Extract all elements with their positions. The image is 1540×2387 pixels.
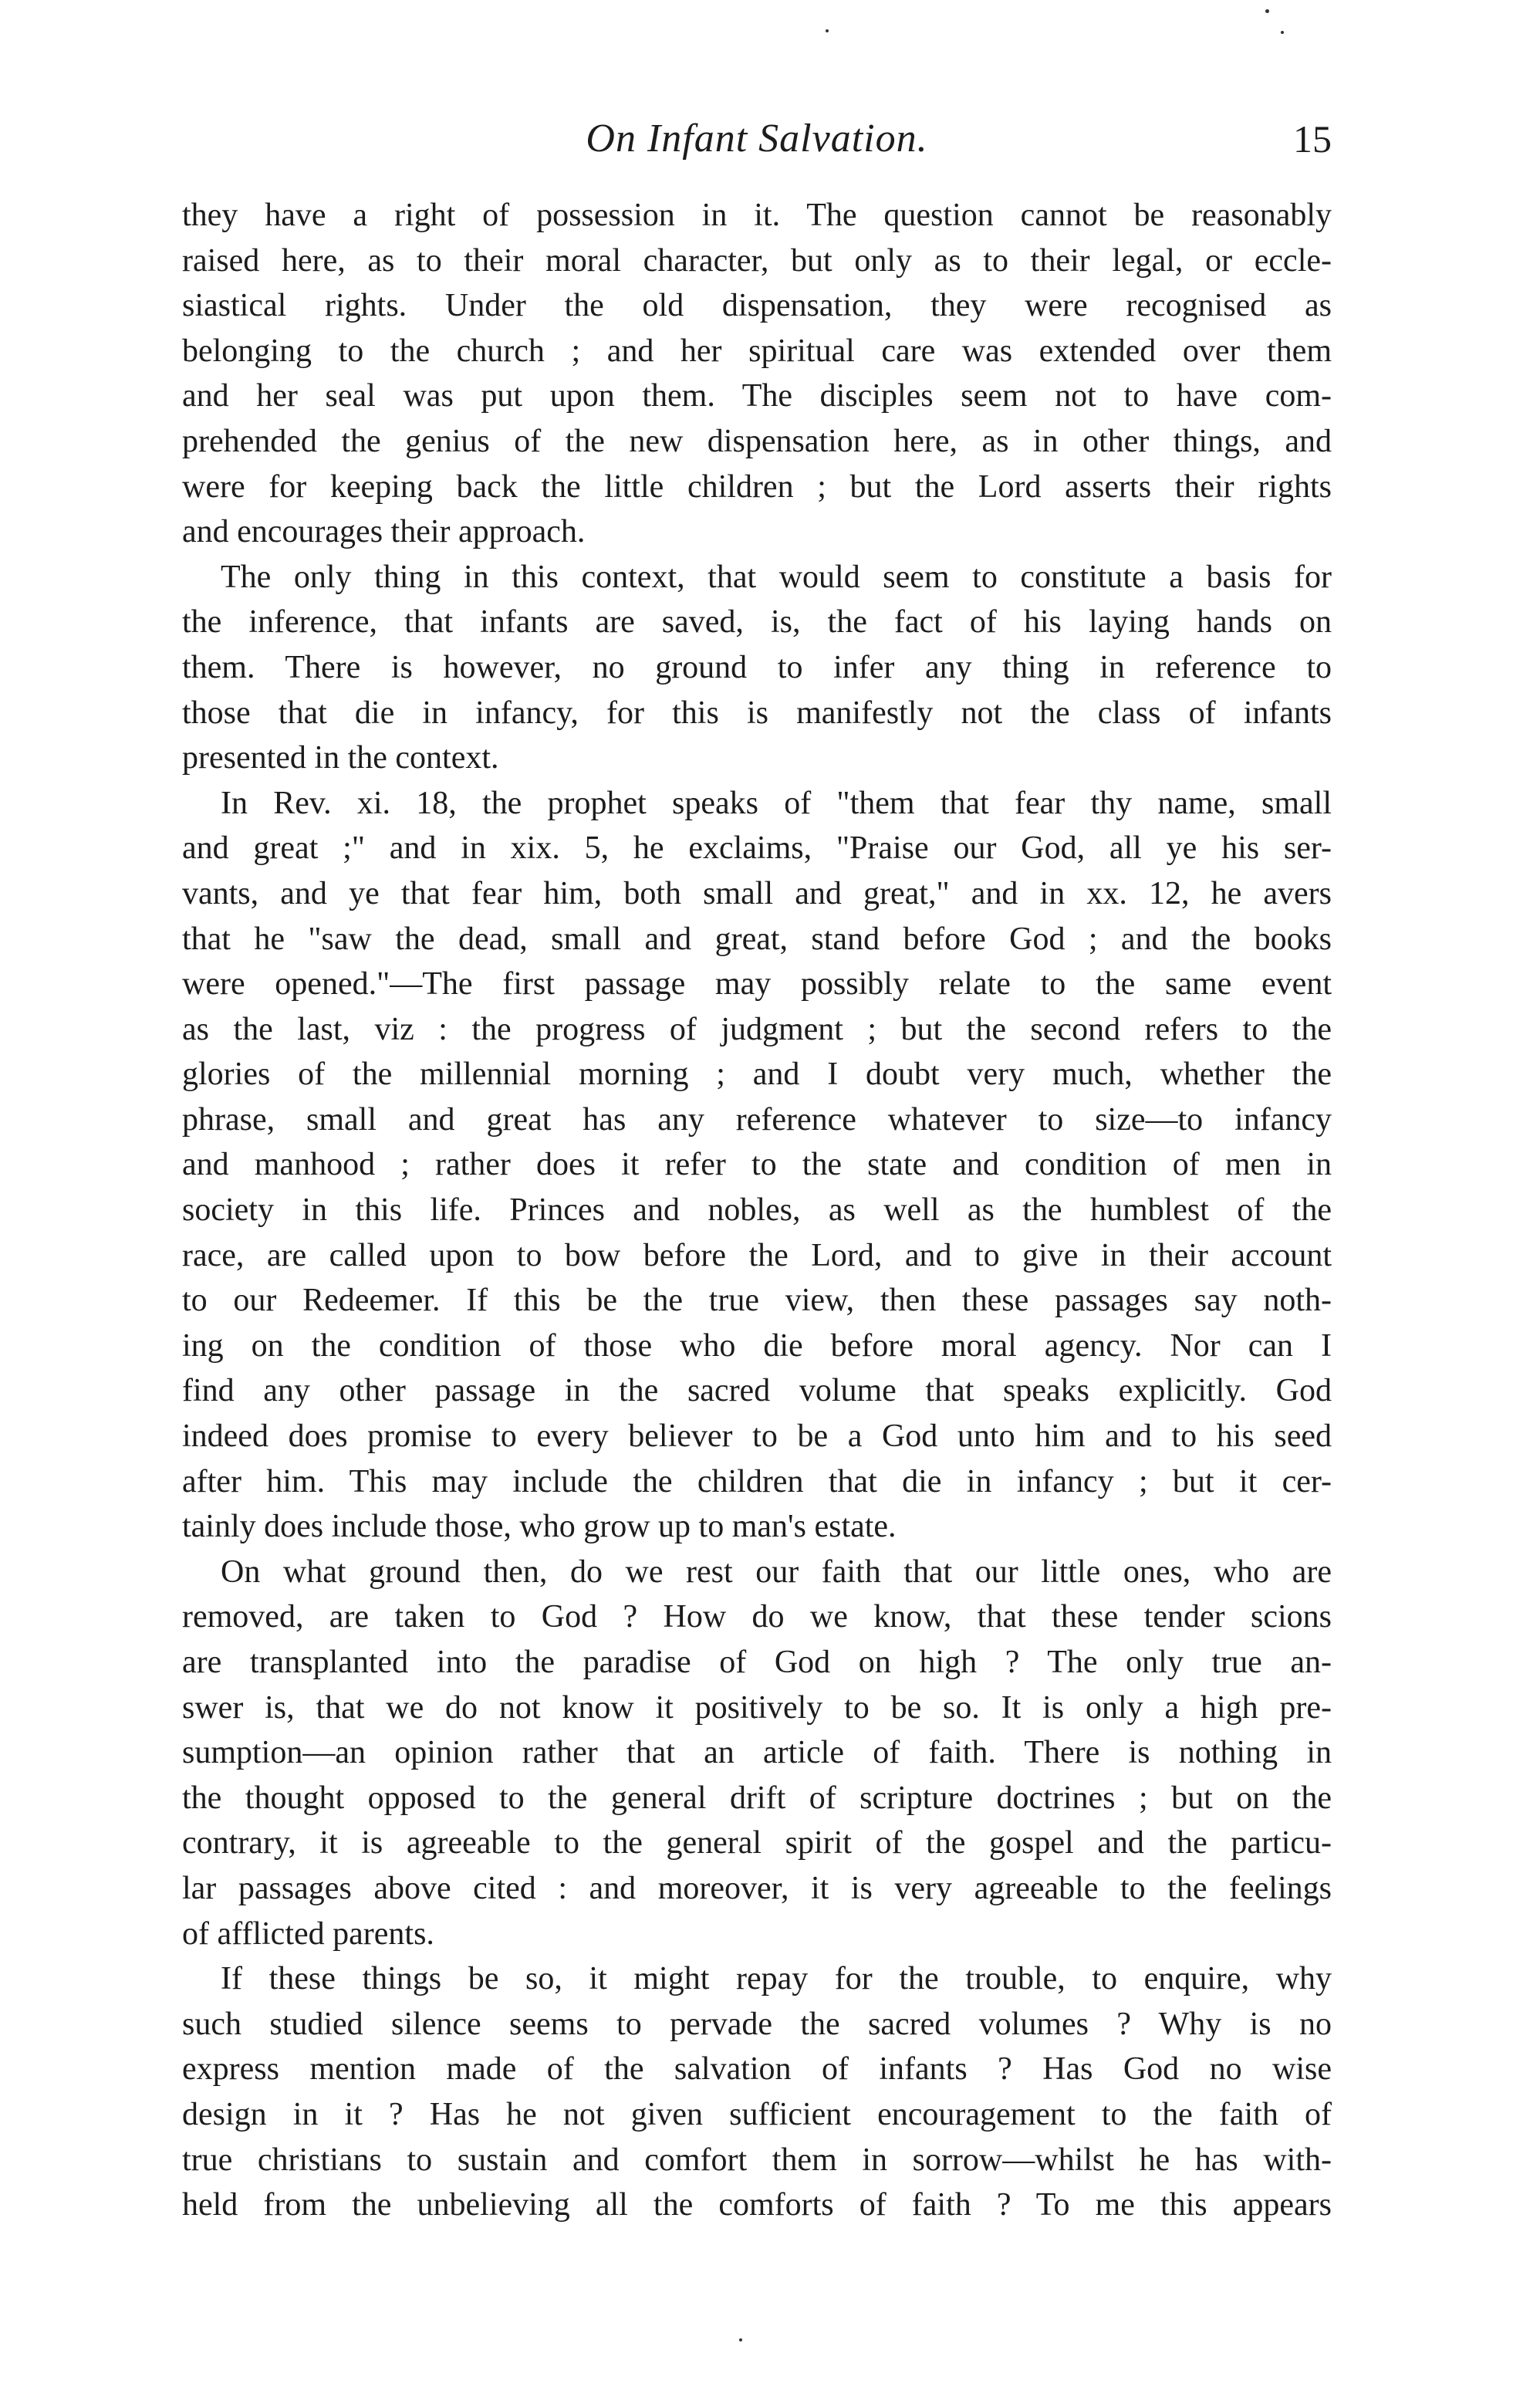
text-line: express mention made of the salvation of infants ? Has God no wise [182, 2051, 1332, 2088]
text-line: such studied silence seems to pervade the sacred volumes ? Why is no [182, 2006, 1332, 2042]
text-line: sumption—an opinion rather that an article of faith. There is nothing in [182, 1735, 1332, 1771]
text-line: and great ;" and in xix. 5, he exclaims, "Praise our God, all ye his ser- [182, 830, 1332, 867]
text-line: the thought opposed to the general drift of scripture doctrines ; but on the [182, 1780, 1332, 1816]
text-line: design in it ? Has he not given sufficient encouragement to the faith of [182, 2096, 1332, 2132]
ink-speck [1265, 9, 1269, 13]
page-number: 15 [1293, 117, 1332, 161]
paragraph-first-line: In Rev. xi. 18, the prophet speaks of "them that fear thy name, small [221, 785, 1332, 821]
text-line: belonging to the church ; and her spiritual care was extended over them [182, 333, 1332, 369]
text-line: indeed does promise to every believer to be a God unto him and to his seed [182, 1418, 1332, 1455]
ink-speck [739, 2338, 742, 2341]
text-line: contrary, it is agreeable to the general spirit of the gospel and the particu- [182, 1825, 1332, 1861]
text-line: and her seal was put upon them. The disciples seem not to have com- [182, 378, 1332, 414]
text-line: were for keeping back the little children ; but the Lord asserts their rights [182, 468, 1332, 505]
text-line: them. There is however, no ground to infer any thing in reference to [182, 649, 1332, 685]
ink-speck [826, 29, 829, 32]
text-line: find any other passage in the sacred volume that speaks explicitly. God [182, 1373, 1332, 1409]
text-line: they have a right of possession in it. The question cannot be reasonably [182, 198, 1332, 233]
text-line: glories of the millennial morning ; and I doubt very much, whether the [182, 1057, 1332, 1093]
text-line: removed, are taken to God ? How do we know, that these tender scions [182, 1599, 1332, 1635]
text-line: presented in the context. [182, 740, 499, 776]
text-line: raised here, as to their moral character, but only as to their legal, or eccle- [182, 242, 1332, 279]
paragraph-first-line: The only thing in this context, that would seem to constitute a basis for [221, 559, 1332, 595]
text-line: tainly does include those, who grow up to man's estate. [182, 1509, 897, 1545]
text-line: phrase, small and great has any reference whatever to size—to infancy [182, 1101, 1332, 1138]
text-line: society in this life. Princes and nobles, as well as the humblest of the [182, 1192, 1332, 1229]
text-line: siastical rights. Under the old dispensation, they were recognised as [182, 288, 1332, 324]
paragraph-first-line: On what ground then, do we rest our faith that our little ones, who are [221, 1554, 1332, 1590]
text-line: that he "saw the dead, small and great, stand before God ; and the books [182, 921, 1332, 957]
running-title: On Infant Salvation. [586, 117, 928, 161]
text-line: and manhood ; rather does it refer to the state and condition of men in [182, 1147, 1332, 1183]
ink-speck [1281, 31, 1284, 34]
text-line: true christians to sustain and comfort them in sorrow—whilst he has with- [182, 2142, 1332, 2178]
text-line: of afflicted parents. [182, 1915, 434, 1952]
text-line: swer is, that we do not know it positively to be so. It is only a high pre- [182, 1689, 1332, 1726]
text-line: after him. This may include the children that die in infancy ; but it cer- [182, 1463, 1332, 1499]
text-line: were opened."—The first passage may possibly relate to the same event [182, 966, 1332, 1002]
text-line: ing on the condition of those who die before moral agency. Nor can I [182, 1327, 1332, 1364]
paragraph-first-line: If these things be so, it might repay for the trouble, to enquire, why [221, 1961, 1332, 1997]
body-text [182, 193, 1332, 2228]
text-line: lar passages above cited : and moreover, it is very agreeable to the feelings [182, 1870, 1332, 1906]
text-line: to our Redeemer. If this be the true view, then these passages say noth- [182, 1283, 1332, 1319]
text-line: held from the unbelieving all the comforts of faith ? To me this appears [182, 2187, 1332, 2223]
text-line: those that die in infancy, for this is manifestly not the class of infants [182, 695, 1332, 731]
page-header [182, 114, 1332, 176]
text-line: race, are called upon to bow before the Lord, and to give in their account [182, 1237, 1332, 1273]
text-line: and encourages their approach. [182, 514, 586, 550]
text-line: vants, and ye that fear him, both small and great," and in xx. 12, he avers [182, 875, 1332, 911]
text-line: prehended the genius of the new dispensation here, as in other things, and [182, 423, 1332, 459]
text-line: the inference, that infants are saved, is, the fact of his laying hands on [182, 604, 1332, 641]
text-line: are transplanted into the paradise of God on high ? The only true an- [182, 1645, 1332, 1680]
text-line: as the last, viz : the progress of judgment ; but the second refers to the [182, 1011, 1332, 1047]
